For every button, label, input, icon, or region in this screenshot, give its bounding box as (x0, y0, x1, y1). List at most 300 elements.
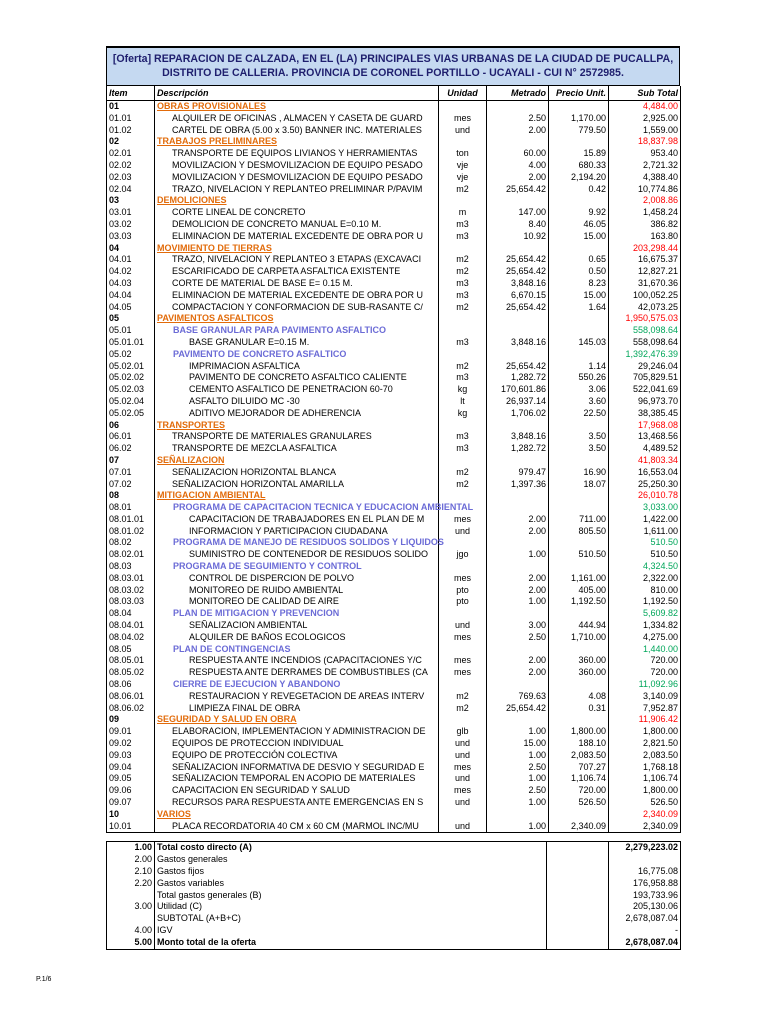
table-row (107, 703, 681, 715)
summary-spacer (547, 866, 609, 878)
summary-amount: 176,958.88 (609, 878, 681, 890)
item-subtotal: 2,083.50 (609, 750, 681, 762)
item-quantity: 2.00 (487, 585, 549, 597)
item-unit: und (439, 750, 487, 762)
item-subtotal: 720.00 (609, 667, 681, 679)
item-quantity: 2.00 (487, 514, 549, 526)
table-row (107, 821, 681, 833)
item-code: 09 (107, 714, 155, 726)
table-row (107, 125, 681, 137)
item-subtotal: 3,033.00 (609, 502, 681, 514)
item-description: TRANSPORTE DE MEZCLA ASFALTICA (155, 443, 439, 455)
item-unit-price: 22.50 (549, 408, 609, 420)
summary-label: Total gastos generales (B) (155, 890, 547, 902)
summary-amount: 2,279,223.02 (609, 842, 681, 854)
item-unit: m2 (439, 691, 487, 703)
item-code: 05.02.01 (107, 361, 155, 373)
table-row (107, 537, 681, 549)
item-unit: m2 (439, 467, 487, 479)
item-subtotal: 26,010.78 (609, 490, 681, 502)
summary-label: IGV (155, 925, 547, 937)
header-unit: Unidad (439, 86, 487, 101)
item-description: ADITIVO MEJORADOR DE ADHERENCIA (155, 408, 439, 420)
title-line-1: [Oferta] REPARACION DE CALZADA, EN EL (LA) PRINCIPALES VIAS URBANAS DE LA CIUDAD DE PUCALLPA, (112, 53, 674, 65)
item-subtotal: 510.50 (609, 549, 681, 561)
summary-code: 4.00 (107, 925, 155, 937)
item-code: 05.02.04 (107, 396, 155, 408)
item-subtotal: 558,098.64 (609, 325, 681, 337)
item-description: SEÑALIZACION HORIZONTAL BLANCA (155, 467, 439, 479)
item-subtotal: 1,192.50 (609, 596, 681, 608)
table-row (107, 762, 681, 774)
table-row (107, 349, 681, 361)
item-unit-price: 0.31 (549, 703, 609, 715)
item-code: 05.02 (107, 349, 155, 361)
item-quantity (487, 561, 549, 573)
table-row (107, 148, 681, 160)
item-unit-price (549, 325, 609, 337)
item-unit-price (549, 490, 609, 502)
item-description: ELIMINACION DE MATERIAL EXCEDENTE DE OBRA POR U (155, 231, 439, 243)
item-unit-price (549, 608, 609, 620)
item-code: 08.01 (107, 502, 155, 514)
item-unit: und (439, 738, 487, 750)
item-unit: mes (439, 632, 487, 644)
item-unit: m2 (439, 266, 487, 278)
item-code: 03.01 (107, 207, 155, 219)
item-description: SEGURIDAD Y SALUD EN OBRA (155, 714, 439, 726)
table-row (107, 337, 681, 349)
item-description: MITIGACION AMBIENTAL (155, 490, 439, 502)
table-row (107, 408, 681, 420)
table-row (107, 361, 681, 373)
item-unit: m2 (439, 479, 487, 491)
item-description: DEMOLICIONES (155, 195, 439, 207)
item-quantity: 60.00 (487, 148, 549, 160)
item-unit: vje (439, 160, 487, 172)
item-description: EQUIPOS DE PROTECCION INDIVIDUAL (155, 738, 439, 750)
item-unit: m2 (439, 302, 487, 314)
table-row (107, 278, 681, 290)
item-description: RESPUESTA ANTE DERRAMES DE COMBUSTIBLES (CA (155, 667, 439, 679)
item-unit: mes (439, 667, 487, 679)
summary-table (106, 841, 681, 949)
item-unit-price: 1,192.50 (549, 596, 609, 608)
item-description: CAPACITACION EN SEGURIDAD Y SALUD (155, 785, 439, 797)
item-subtotal: 1,611.00 (609, 526, 681, 538)
item-subtotal: 163.80 (609, 231, 681, 243)
item-description: MONITOREO DE RUIDO AMBIENTAL (155, 585, 439, 597)
item-quantity: 1.00 (487, 821, 549, 833)
summary-code: 1.00 (107, 842, 155, 854)
item-unit: und (439, 797, 487, 809)
header-subtotal: Sub Total (609, 86, 681, 101)
item-quantity: 1,282.72 (487, 443, 549, 455)
item-description: PROGRAMA DE CAPACITACION TECNICA Y EDUCACION AMBIENTAL (155, 502, 439, 514)
item-quantity: 25,654.42 (487, 184, 549, 196)
item-quantity: 1,282.72 (487, 372, 549, 384)
item-subtotal: 1,334.82 (609, 620, 681, 632)
table-row (107, 655, 681, 667)
item-code: 08.06 (107, 679, 155, 691)
item-quantity: 2.00 (487, 655, 549, 667)
item-unit-price (549, 455, 609, 467)
item-code: 09.01 (107, 726, 155, 738)
summary-code (107, 913, 155, 925)
summary-code: 2.10 (107, 866, 155, 878)
header-description: Descripción (155, 86, 439, 101)
item-code: 08.06.02 (107, 703, 155, 715)
item-unit-price: 1,710.00 (549, 632, 609, 644)
item-code: 09.03 (107, 750, 155, 762)
header-quantity: Metrado (487, 86, 549, 101)
item-unit-price: 1,161.00 (549, 573, 609, 585)
summary-row (107, 878, 681, 890)
item-unit: m3 (439, 278, 487, 290)
item-description: OBRAS PROVISIONALES (155, 101, 439, 113)
page-number: P.1/6 (36, 976, 52, 983)
item-unit: und (439, 821, 487, 833)
item-code: 08.05.02 (107, 667, 155, 679)
summary-amount (609, 854, 681, 866)
summary-spacer (547, 878, 609, 890)
item-code: 09.05 (107, 773, 155, 785)
item-description: MONITOREO DE CALIDAD DE AIRE (155, 596, 439, 608)
item-code: 02.04 (107, 184, 155, 196)
item-unit (439, 644, 487, 656)
item-description: MOVILIZACION Y DESMOVILIZACION DE EQUIPO PESADO (155, 160, 439, 172)
item-code: 05 (107, 313, 155, 325)
item-unit: mes (439, 573, 487, 585)
summary-spacer (547, 913, 609, 925)
item-description: PAVIMENTO DE CONCRETO ASFALTICO CALIENTE (155, 372, 439, 384)
item-unit: mes (439, 655, 487, 667)
item-code: 09.04 (107, 762, 155, 774)
item-code: 08 (107, 490, 155, 502)
item-code: 06 (107, 420, 155, 432)
item-quantity: 1.00 (487, 797, 549, 809)
summary-spacer (547, 854, 609, 866)
item-code: 06.01 (107, 431, 155, 443)
item-quantity: 1.00 (487, 750, 549, 762)
summary-label: Monto total de la oferta (155, 937, 547, 949)
item-description: INFORMACION Y PARTICIPACION CIUDADANA (155, 526, 439, 538)
summary-spacer (547, 937, 609, 949)
item-quantity: 1.00 (487, 773, 549, 785)
item-subtotal: 12,827.21 (609, 266, 681, 278)
item-unit-price (549, 679, 609, 691)
item-subtotal: 510.50 (609, 537, 681, 549)
item-unit-price: 360.00 (549, 667, 609, 679)
item-code: 04.02 (107, 266, 155, 278)
table-row (107, 136, 681, 148)
item-description: ALQUILER DE OFICINAS , ALMACEN Y CASETA DE GUARD (155, 113, 439, 125)
item-code: 08.02.01 (107, 549, 155, 561)
item-unit: m3 (439, 443, 487, 455)
item-subtotal: 522,041.69 (609, 384, 681, 396)
item-quantity: 25,654.42 (487, 266, 549, 278)
table-row (107, 714, 681, 726)
item-unit-price: 145.03 (549, 337, 609, 349)
item-unit-price: 15.00 (549, 231, 609, 243)
item-code: 08.04.02 (107, 632, 155, 644)
item-code: 02.02 (107, 160, 155, 172)
item-subtotal: 386.82 (609, 219, 681, 231)
item-code: 04.01 (107, 254, 155, 266)
item-quantity (487, 136, 549, 148)
item-description: PAVIMENTOS ASFALTICOS (155, 313, 439, 325)
item-code: 04 (107, 243, 155, 255)
table-row (107, 384, 681, 396)
item-unit-price (549, 313, 609, 325)
item-unit: mes (439, 785, 487, 797)
item-code: 02.03 (107, 172, 155, 184)
item-unit-price: 510.50 (549, 549, 609, 561)
item-unit-price: 0.50 (549, 266, 609, 278)
item-quantity (487, 195, 549, 207)
table-row (107, 325, 681, 337)
item-quantity: 1.00 (487, 549, 549, 561)
item-unit-price: 188.10 (549, 738, 609, 750)
item-quantity: 2.00 (487, 526, 549, 538)
item-subtotal: 1,559.00 (609, 125, 681, 137)
item-unit: m2 (439, 361, 487, 373)
item-unit (439, 313, 487, 325)
item-code: 01.02 (107, 125, 155, 137)
item-subtotal: 42,073.25 (609, 302, 681, 314)
item-unit-price: 16.90 (549, 467, 609, 479)
item-description: PROGRAMA DE SEGUIMIENTO Y CONTROL (155, 561, 439, 573)
item-code: 08.04 (107, 608, 155, 620)
item-unit-price: 1.64 (549, 302, 609, 314)
item-quantity: 1.00 (487, 726, 549, 738)
summary-row (107, 937, 681, 949)
item-unit-price: 1,106.74 (549, 773, 609, 785)
table-row (107, 290, 681, 302)
item-unit (439, 136, 487, 148)
item-unit-price: 2,083.50 (549, 750, 609, 762)
item-unit: und (439, 773, 487, 785)
item-description: RECURSOS PARA RESPUESTA ANTE EMERGENCIAS EN S (155, 797, 439, 809)
item-subtotal: 2,925.00 (609, 113, 681, 125)
item-unit (439, 714, 487, 726)
item-unit: m3 (439, 337, 487, 349)
item-description: MOVIMIENTO DE TIERRAS (155, 243, 439, 255)
item-unit-price (549, 195, 609, 207)
item-quantity: 147.00 (487, 207, 549, 219)
item-code: 05.01.01 (107, 337, 155, 349)
item-quantity: 8.40 (487, 219, 549, 231)
table-row (107, 396, 681, 408)
item-quantity (487, 420, 549, 432)
item-description: TRANSPORTE DE EQUIPOS LIVIANOS Y HERRAMIENTAS (155, 148, 439, 160)
item-quantity (487, 608, 549, 620)
summary-label: Gastos variables (155, 878, 547, 890)
item-quantity: 2.00 (487, 667, 549, 679)
item-unit (439, 101, 487, 113)
item-code: 06.02 (107, 443, 155, 455)
item-unit-price: 1,800.00 (549, 726, 609, 738)
table-row (107, 266, 681, 278)
item-quantity: 4.00 (487, 160, 549, 172)
title-line-2: DISTRITO DE CALLERIA. PROVINCIA DE CORONEL PORTILLO - UCAYALI - CUI N° 2572985. (162, 67, 624, 79)
table-row (107, 195, 681, 207)
item-subtotal: 4,275.00 (609, 632, 681, 644)
item-subtotal: 558,098.64 (609, 337, 681, 349)
item-quantity: 1,397.36 (487, 479, 549, 491)
table-row (107, 490, 681, 502)
item-description: PROGRAMA DE MANEJO DE RESIDUOS SOLIDOS Y LIQUIDOS (155, 537, 439, 549)
item-unit-price: 2,194.20 (549, 172, 609, 184)
item-subtotal: 16,675.37 (609, 254, 681, 266)
item-description: BASE GRANULAR E=0.15 M. (155, 337, 439, 349)
summary-row (107, 913, 681, 925)
item-description: IMPRIMACION ASFALTICA (155, 361, 439, 373)
table-row (107, 243, 681, 255)
summary-amount: 205,130.06 (609, 901, 681, 913)
table-row (107, 573, 681, 585)
item-unit-price: 0.42 (549, 184, 609, 196)
item-unit (439, 195, 487, 207)
item-unit: lt (439, 396, 487, 408)
table-row (107, 726, 681, 738)
item-quantity (487, 101, 549, 113)
item-subtotal: 4,388.40 (609, 172, 681, 184)
item-description: TRANSPORTE DE MATERIALES GRANULARES (155, 431, 439, 443)
item-subtotal: 2,008.86 (609, 195, 681, 207)
item-quantity: 10.92 (487, 231, 549, 243)
summary-spacer (547, 842, 609, 854)
item-code: 05.01 (107, 325, 155, 337)
item-quantity (487, 313, 549, 325)
item-subtotal: 1,440.00 (609, 644, 681, 656)
item-unit: mes (439, 113, 487, 125)
summary-label: Gastos generales (155, 854, 547, 866)
item-quantity: 2.00 (487, 172, 549, 184)
item-unit-price: 444.94 (549, 620, 609, 632)
table-row (107, 467, 681, 479)
summary-row (107, 854, 681, 866)
item-code: 08.01.01 (107, 514, 155, 526)
item-quantity: 3.00 (487, 620, 549, 632)
item-subtotal: 29,246.04 (609, 361, 681, 373)
table-row (107, 644, 681, 656)
item-unit-price: 0.65 (549, 254, 609, 266)
item-description: TRAZO, NIVELACION Y REPLANTEO PRELIMINAR P/PAVIM (155, 184, 439, 196)
item-unit-price: 46.05 (549, 219, 609, 231)
item-unit-price: 15.00 (549, 290, 609, 302)
item-unit: m3 (439, 372, 487, 384)
item-unit-price (549, 561, 609, 573)
summary-code: 3.00 (107, 901, 155, 913)
item-unit-price: 8.23 (549, 278, 609, 290)
item-description: SEÑALIZACION INFORMATIVA DE DESVIO Y SEGURIDAD E (155, 762, 439, 774)
item-description: RESTAURACION Y REVEGETACION DE AREAS INTERV (155, 691, 439, 703)
item-unit-price (549, 243, 609, 255)
item-quantity: 25,654.42 (487, 254, 549, 266)
summary-label: Utilidad (C) (155, 901, 547, 913)
item-code: 07 (107, 455, 155, 467)
item-unit: und (439, 620, 487, 632)
summary-amount: 2,678,087.04 (609, 913, 681, 925)
item-unit-price: 707.27 (549, 762, 609, 774)
item-unit: m2 (439, 703, 487, 715)
item-description: LIMPIEZA FINAL DE OBRA (155, 703, 439, 715)
item-unit: mes (439, 514, 487, 526)
summary-amount: 193,733.96 (609, 890, 681, 902)
item-description: MOVILIZACION Y DESMOVILIZACION DE EQUIPO PESADO (155, 172, 439, 184)
budget-table (106, 86, 681, 833)
item-unit (439, 243, 487, 255)
item-code: 02 (107, 136, 155, 148)
item-subtotal: 10,774.86 (609, 184, 681, 196)
item-subtotal: 2,340.09 (609, 809, 681, 821)
item-description: RESPUESTA ANTE INCENDIOS (CAPACITACIONES Y/C (155, 655, 439, 667)
item-description: TRANSPORTES (155, 420, 439, 432)
item-unit (439, 561, 487, 573)
item-subtotal: 100,052.25 (609, 290, 681, 302)
item-subtotal: 16,553.04 (609, 467, 681, 479)
item-quantity (487, 714, 549, 726)
item-unit (439, 490, 487, 502)
item-code: 03 (107, 195, 155, 207)
item-subtotal: 1,800.00 (609, 726, 681, 738)
item-quantity: 769.63 (487, 691, 549, 703)
table-row (107, 632, 681, 644)
item-unit (439, 349, 487, 361)
table-row (107, 455, 681, 467)
item-unit-price: 9.92 (549, 207, 609, 219)
item-description: SEÑALIZACION (155, 455, 439, 467)
item-subtotal: 1,392,476.39 (609, 349, 681, 361)
item-subtotal: 31,670.36 (609, 278, 681, 290)
item-code: 08.05.01 (107, 655, 155, 667)
table-row (107, 443, 681, 455)
item-subtotal: 1,768.18 (609, 762, 681, 774)
table-header (107, 86, 681, 101)
item-subtotal: 1,950,575.03 (609, 313, 681, 325)
item-unit-price (549, 809, 609, 821)
item-subtotal: 25,250.30 (609, 479, 681, 491)
item-quantity (487, 644, 549, 656)
summary-label: Total costo directo (A) (155, 842, 547, 854)
item-quantity (487, 537, 549, 549)
item-description: PAVIMENTO DE CONCRETO ASFALTICO (155, 349, 439, 361)
item-code: 04.04 (107, 290, 155, 302)
item-code: 01.01 (107, 113, 155, 125)
table-row (107, 160, 681, 172)
table-row (107, 302, 681, 314)
item-subtotal: 1,106.74 (609, 773, 681, 785)
table-row (107, 231, 681, 243)
table-row (107, 750, 681, 762)
item-subtotal: 13,468.56 (609, 431, 681, 443)
item-unit: pto (439, 596, 487, 608)
item-description: ELABORACION, IMPLEMENTACION Y ADMINISTRACION DE (155, 726, 439, 738)
item-unit-price: 1.14 (549, 361, 609, 373)
item-unit-price: 805.50 (549, 526, 609, 538)
summary-spacer (547, 901, 609, 913)
table-row (107, 797, 681, 809)
item-description: ESCARIFICADO DE CARPETA ASFALTICA EXISTENTE (155, 266, 439, 278)
item-quantity (487, 455, 549, 467)
summary-row (107, 925, 681, 937)
item-subtotal: 11,092.96 (609, 679, 681, 691)
item-unit-price (549, 537, 609, 549)
item-unit-price: 3.50 (549, 431, 609, 443)
item-unit-price: 4.08 (549, 691, 609, 703)
item-quantity (487, 502, 549, 514)
